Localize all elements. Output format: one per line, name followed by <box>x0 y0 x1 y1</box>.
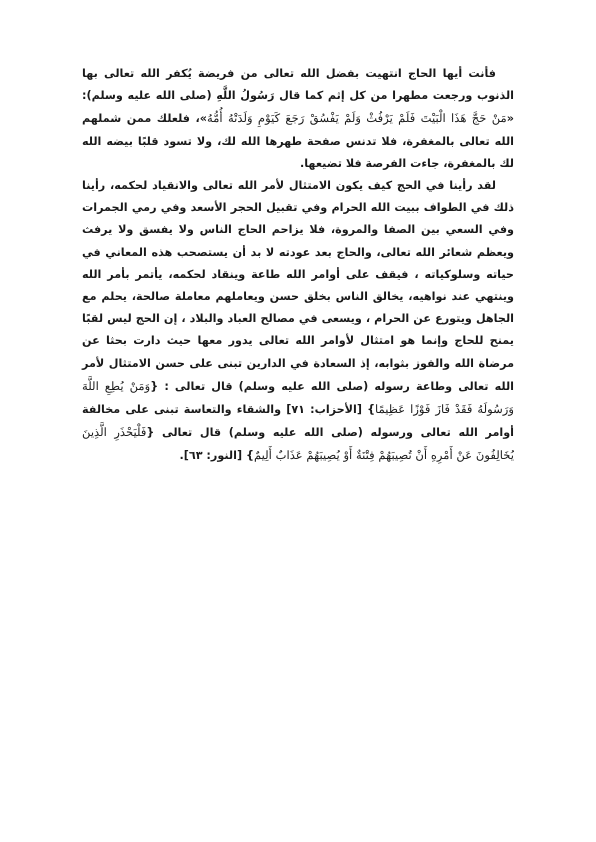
paragraph-1 <box>82 63 514 175</box>
text-segment: لقد رأينا في الحج كيف يكون الامتثال لأمر الله تعالى والانقياد لحكمه، رأينا ذلك في الطواف ببيت الله الحرام وفي تقبيل الحجر الأسعد وفي رمي الجمرات وفي السعي بين الصفا والمروة، فلا يزاحم الحاج الناس ولا يفسق ولا يرفث ويعظم شعائر الله تعالى، والحاج بعد عودته لا بد أن يستصحب هذه المعاني في حياته وسلوكياته ، فيقف على أوامر الله طاعة وينقاد لحكمه، يأتمر بأمر الله وينتهي عند نواهيه، يخالق الناس بخلق حسن ويعاملهم معاملة صالحة، يحلم مع الجاهل ويتورع عن الحرام ، ويسعى في مصالح العباد والبلاد ، إن الحج ليس لقبًا يمنح للحاج وإنما هو امتثال لأوامر الله تعالى يدور معها حيث دارت بحثا عن مرضاة الله والفوز بثوابه، إذ السعادة في الدارين تبنى على حسن الامتثال لأمر الله تعالى وطاعة رسوله (صلى الله عليه وسلم) قال تعالى : { <box>82 179 514 393</box>
paragraph-2 <box>82 175 514 468</box>
text-segment: } [النور: ٦٣]. <box>179 449 254 463</box>
text-segment: فأنت أيها الحاج انتهيت بفضل الله تعالى من فريضة يُكفر الله تعالى بها الذنوب ورجعت مطهرا من كل إثم كما قال رَسُولُ اللَّهِ (صلى الله عليه وسلم): « <box>82 67 514 126</box>
text-segment: } [الأحزاب: ٧١] والشقاء والتعاسة تبنى على مخالفة أوامر الله تعالى ورسوله (صلى الله عليه وسلم) قال تعالى { <box>82 403 515 440</box>
hadith-quote: مَنْ حَجَّ هَذَا الْبَيْتَ فَلَمْ يَرْفُثْ وَلَمْ يَفْسُقْ رَجَعَ كَيَوْمِ وَلَدَتْهُ أُمُّهُ <box>206 111 507 126</box>
body-text <box>82 63 514 468</box>
quran-verse: وَمَنْ يُطِعِ اللَّهَ وَرَسُولَهُ فَقَدْ فَازَ فَوْزًا عَظِيمًا <box>82 378 515 417</box>
text-segment: »، فلعلك ممن شملهم الله تعالى بالمغفرة، فلا تدنس صفحة طهرها الله لك، ولا تسود قلبًا بيضه الله لك بالمغفرة، جاءت الفرصة فلا تضيعها. <box>82 112 514 170</box>
quran-verse: فَلْيَحْذَرِ الَّذِينَ يُخَالِفُونَ عَنْ أَمْرِهِ أَنْ تُصِيبَهُمْ فِتْنَةٌ أَوْ يُصِيبَهُمْ عَذَابٌ أَلِيمٌ <box>82 425 514 463</box>
